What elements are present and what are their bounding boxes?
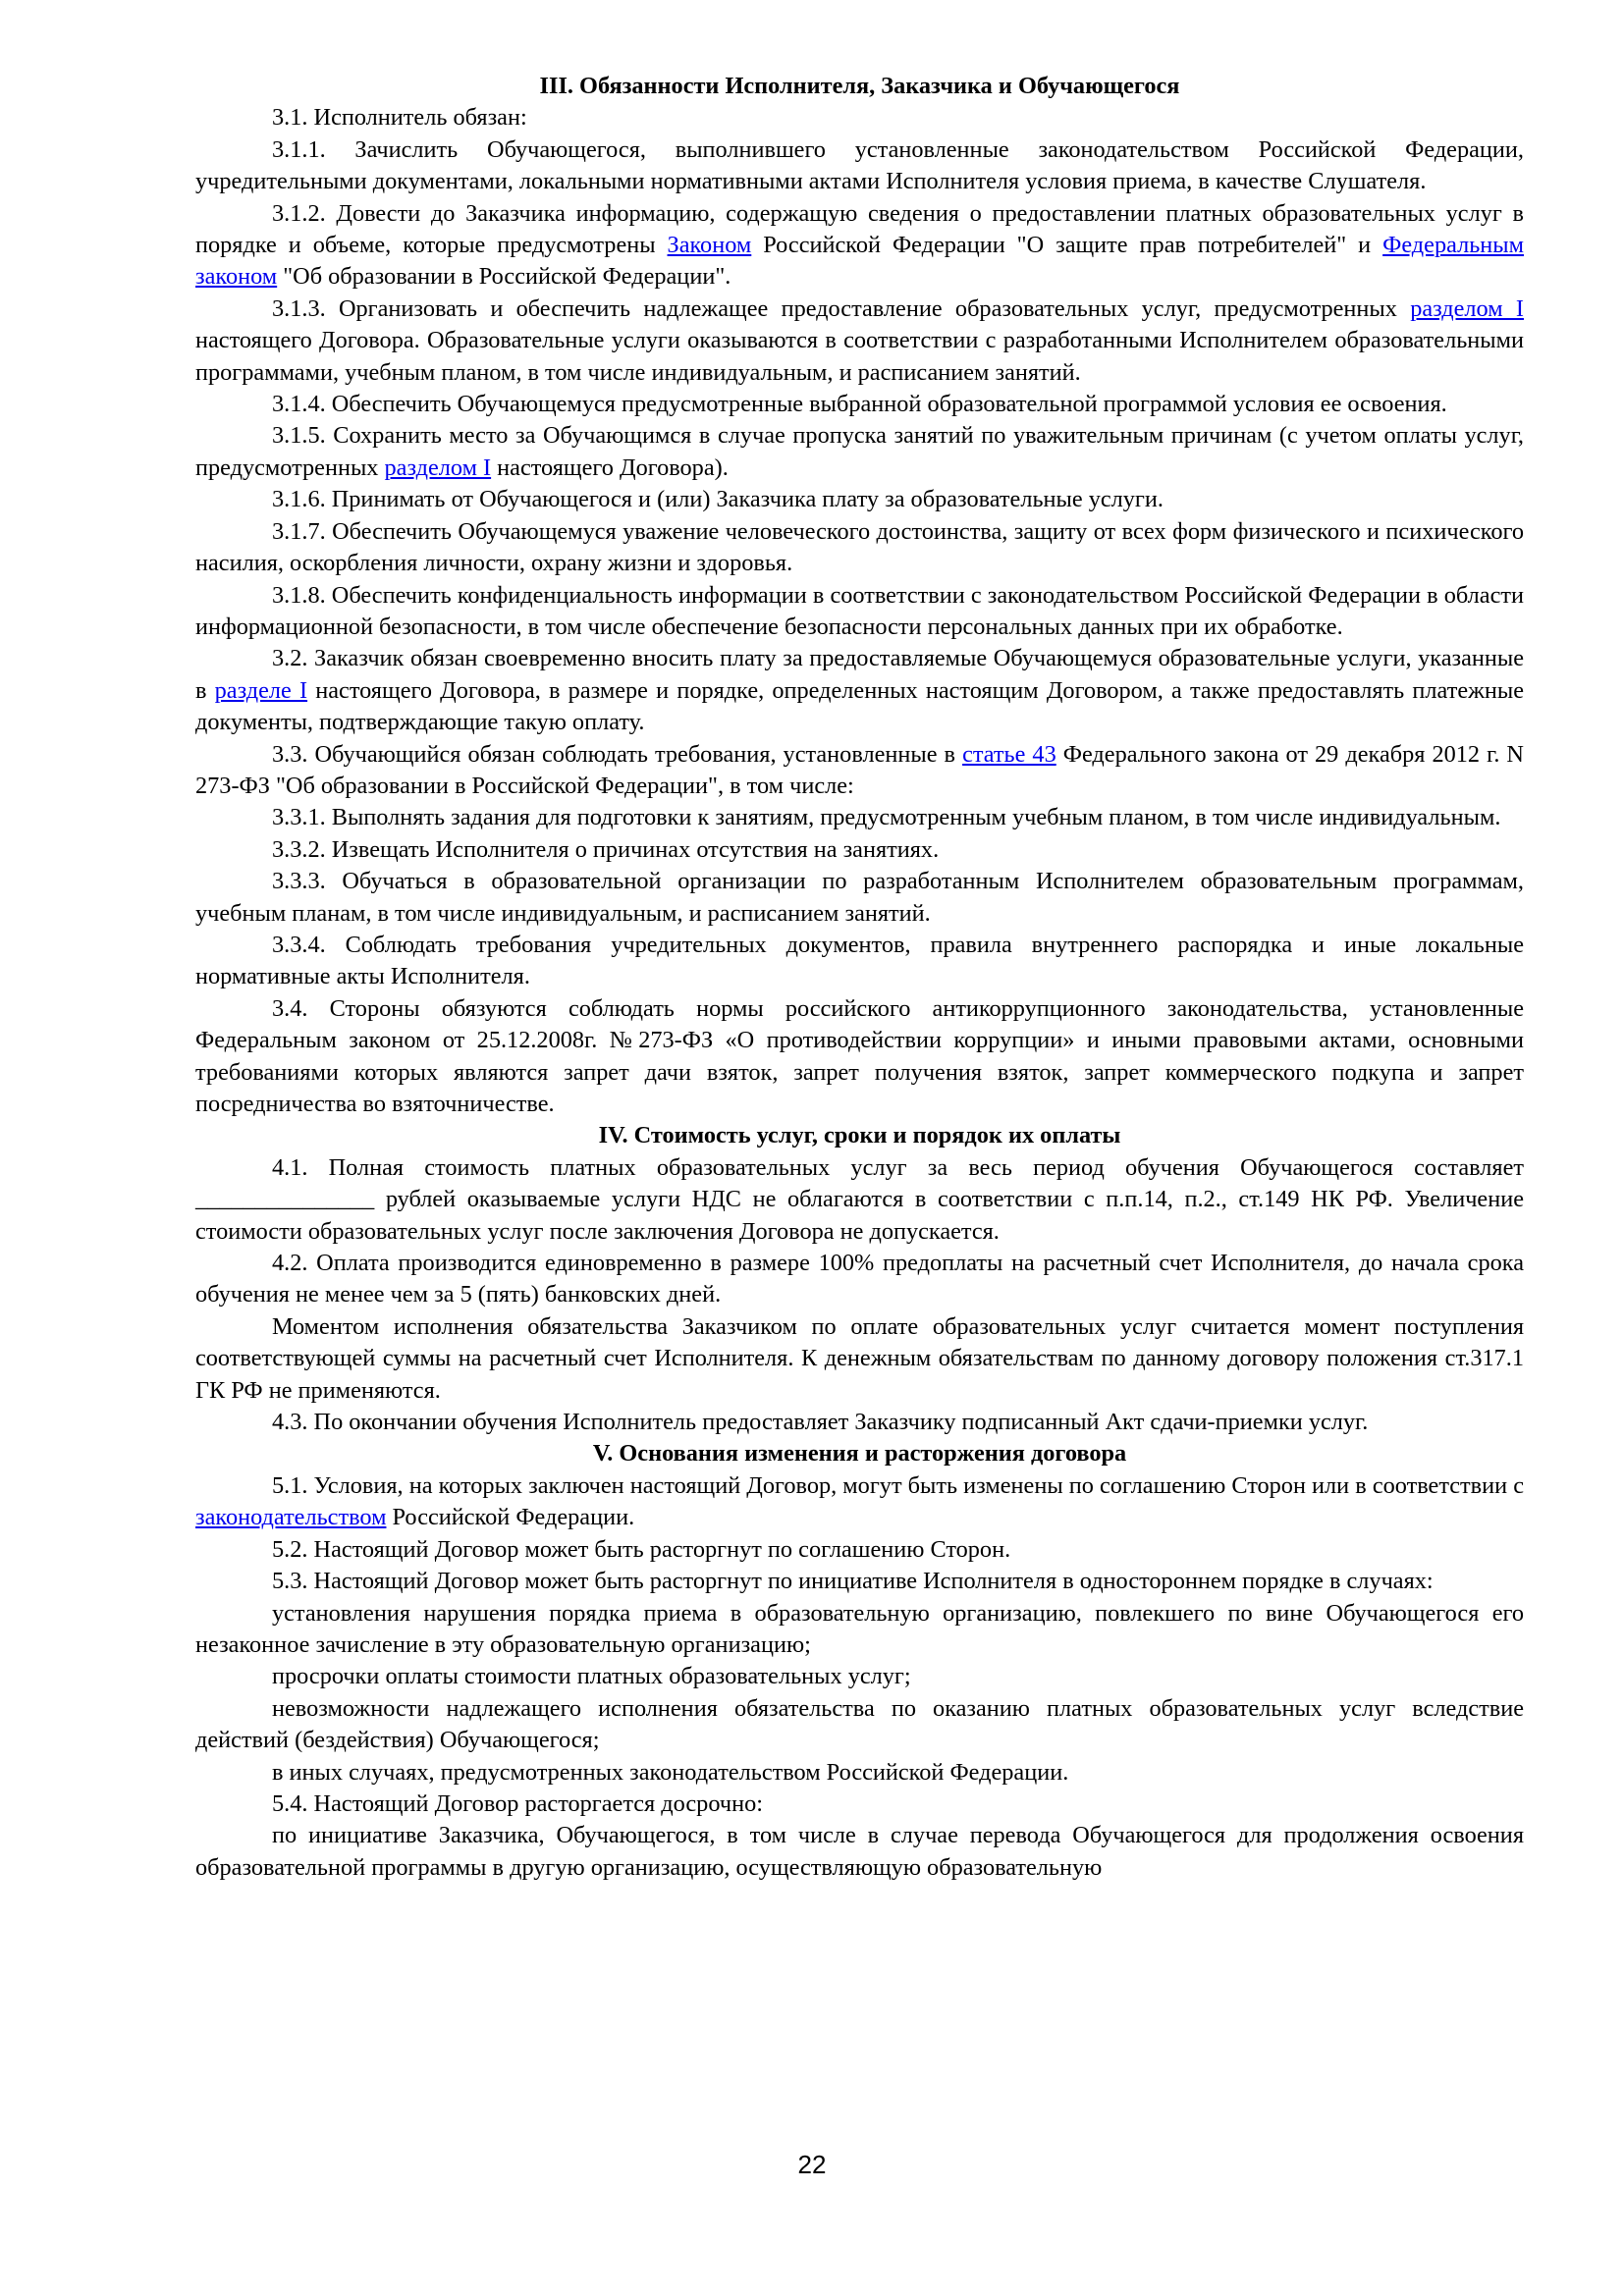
document-page [195,71,1524,1884]
clause-3-2: 3.2. Заказчик обязан своевременно вносить плату за предоставляемые Обучающемуся образовательные услуги, указанные в разделе I настоящего Договора, в размере и порядке, определенных настоящим Договором, а также предоставлять платежные документы, подтверждающие такую оплату. [195,645,1525,736]
clause-3-1-5: 3.1.5. Сохранить место за Обучающимся в случае пропуска занятий по уважительным причинам (с учетом оплаты услуг, предусмотренных разделом I настоящего Договора). [195,422,1524,481]
clause-3-1-6: 3.1.6. Принимать от Обучающегося и (или) Заказчика плату за образовательные услуги. [272,486,1164,513]
clause-3-3-4: 3.3.4. Соблюдать требования учредительных документов, правила внутреннего распорядка и иные локальные нормативные акты Исполнителя. [195,931,1524,990]
section-3-heading: III. Обязанности Исполнителя, Заказчика и Обучающегося [539,73,1180,99]
link-article-43[interactable]: статье 43 [962,740,1056,768]
clause-4-3: 4.3. По окончании обучения Исполнитель предоставляет Заказчику подписанный Акт сдачи-приемки услуг. [272,1409,1369,1436]
clause-5-4-case-customer-initiative: по инициативе Заказчика, Обучающегося, в том числе в случае перевода Обучающегося для продолжения освоения образовательной программы в другую организацию, осуществляющую образовательную [195,1822,1524,1881]
clause-3-1: 3.1. Исполнитель обязан: [272,104,527,132]
page-number: 22 [797,2150,827,2179]
link-federal-law[interactable]: Федеральным законом [195,232,1524,291]
clause-5-2: 5.2. Настоящий Договор может быть расторгнут по соглашению Сторон. [272,1535,1011,1563]
clause-3-1-4: 3.1.4. Обеспечить Обучающемуся предусмотренные выбранной образовательной программой условия ее освоения. [272,391,1447,418]
clause-3-3-2: 3.3.2. Извещать Исполнителя о причинах отсутствия на занятиях. [272,835,940,863]
link-section-1[interactable]: разделе I [214,676,308,704]
clause-5-3-case-admission: установления нарушения порядка приема в образовательную организацию, повлекшего по вине Обучающегося его незаконное зачисление в эту образовательную организацию; [195,1599,1524,1658]
link-section-1[interactable]: разделом I [1410,294,1524,322]
clause-5-3-case-impossibility: невозможности надлежащего исполнения обязательства по оказанию платных образовательных услуг вследствие действий (бездействия) Обучающегося; [195,1694,1524,1754]
clause-3-1-1: 3.1.1. Зачислить Обучающегося, выполнившего установленные законодательством Российской Федерации, учредительными документами, локальными нормативными актами Исполнителя условия приема, в качестве Слушателя. [195,135,1524,195]
clause-3-1-3: 3.1.3. Организовать и обеспечить надлежащее предоставление образовательных услуг, предусмотренных разделом I настоящего Договора. Образовательные услуги оказываются в соответствии с разработанными Исполнителем образовательными программами, учебным планом, в том числе индивидуальным, и расписанием занятий. [195,294,1524,386]
clause-4-2: 4.2. Оплата производится единовременно в размере 100% предоплаты на расчетный счет Исполнителя, до начала срока обучения не менее чем за 5 (пять) банковских дней. [195,1250,1524,1308]
clause-5-3-case-other: в иных случаях, предусмотренных законодательством Российской Федерации. [272,1758,1069,1786]
link-consumer-protection-law[interactable]: Законом [667,232,752,259]
clause-3-3: 3.3. Обучающийся обязан соблюдать требования, установленные в статье 43 Федерального закона от 29 декабря 2012 г. N 273-ФЗ "Об образовании в Российской Федерации", в том числе: [195,740,1524,799]
link-section-1[interactable]: разделом I [384,454,492,481]
clause-3-1-8: 3.1.8. Обеспечить конфиденциальность информации в соответствии с законодательством Российской Федерации в области информационной безопасности, в том числе обеспечение безопасности персональных данных при их обработке. [195,581,1524,640]
clause-5-3-case-late-payment: просрочки оплаты стоимости платных образовательных услуг; [272,1663,911,1690]
clause-5-1: 5.1. Условия, на которых заключен настоящий Договор, могут быть изменены по соглашению Сторон или в соответствии с законодательством Российской Федерации. [195,1471,1524,1531]
clause-3-3-3: 3.3.3. Обучаться в образовательной организации по разработанным Исполнителем образовательным программам, учебным планам, в том числе индивидуальным, и расписанием занятий. [195,868,1524,927]
link-legislation[interactable]: законодательством [195,1504,387,1531]
clause-3-1-2: 3.1.2. Довести до Заказчика информацию, содержащую сведения о предоставлении платных образовательных услуг в порядке и объеме, которые предусмотрены Законом Российской Федерации "О защите прав потребителей" и Федеральным законом "Об образовании в Российской Федерации". [195,199,1524,291]
clause-3-4: 3.4. Стороны обязуются соблюдать нормы российского антикоррупционного законодательства, установленные Федеральным законом от 25.12.2008г. №273-ФЗ «О противодействии коррупции» и иными правовыми актами, основными требованиями которых являются запрет дачи взяток, запрет получения взяток, запрет коммерческого подкупа и запрет посредничества во взяточничестве. [195,994,1524,1117]
clause-4-1: 4.1. Полная стоимость платных образовательных услуг за весь период обучения Обучающегося составляет _______________ рублей оказываемые услуги НДС не облагаются в соответствии с п.п.14, п.2., ст.149 НК РФ. Увеличение стоимости образовательных услуг после заключения Договора не допускается. [195,1153,1524,1245]
clause-4-2-payment-moment: Моментом исполнения обязательства Заказчиком по оплате образовательных услуг считается момент поступления соответствующей суммы на расчетный счет Исполнителя. К денежным обязательствам по данному договору положения ст.317.1 ГК РФ не применяются. [195,1312,1524,1404]
clause-3-1-7: 3.1.7. Обеспечить Обучающемуся уважение человеческого достоинства, защиту от всех форм физического и психического насилия, оскорбления личности, охрану жизни и здоровья. [195,517,1524,577]
section-4-heading: IV. Стоимость услуг, сроки и порядок их оплаты [598,1122,1121,1149]
clause-5-3: 5.3. Настоящий Договор может быть расторгнут по инициативе Исполнителя в одностороннем порядке в случаях: [272,1568,1434,1595]
section-5-heading: V. Основания изменения и расторжения договора [592,1440,1127,1468]
clause-5-4: 5.4. Настоящий Договор расторгается досрочно: [272,1789,763,1817]
clause-3-3-1: 3.3.1. Выполнять задания для подготовки к занятиям, предусмотренным учебным планом, в том числе индивидуальным. [272,804,1501,831]
